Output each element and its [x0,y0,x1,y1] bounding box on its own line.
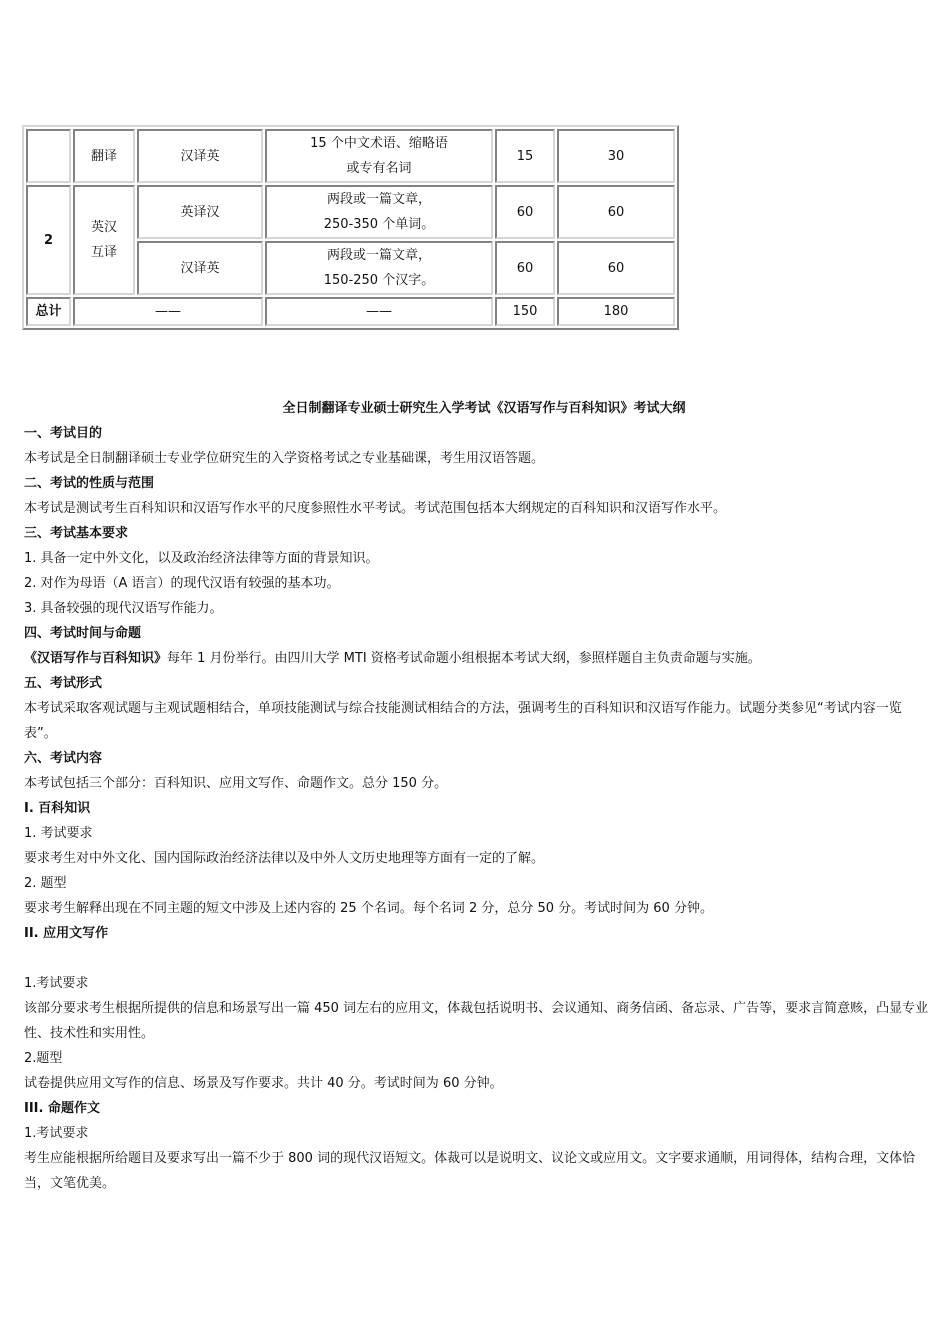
paragraph: 本考试是测试考生百科知识和汉语写作水平的尺度参照性水平考试。考试范围包括本大纲规定的百科知识和汉语写作水平。 [24,501,727,516]
table-cell: 英译汉 [137,185,263,239]
table-cell: —— [265,297,493,326]
table-cell: 汉译英 [137,129,263,183]
table-cell [265,185,493,239]
list-item: 2. 题型 [24,876,67,891]
exam-content-table [22,125,679,330]
table-cell: 180 [557,297,675,326]
table-cell: 150 [495,297,555,326]
section-heading: 六、考试内容 [24,751,103,766]
cell-line: 或专有名词 [346,161,412,176]
section-heading: 四、考试时间与命题 [24,626,142,641]
paragraph: 该部分要求考生根据所提供的信息和场景写出一篇 450 词左右的应用文，体裁包括说明书、会议通知、商务信函、备忘录、广告等，要求言简意赅，凸显专业性、技术性和实用性。 [24,1001,929,1041]
paragraph: 当，文笔优美。 [24,1176,116,1191]
list-item: 3. 具备较强的现代汉语写作能力。 [24,601,223,616]
table-cell: 60 [495,241,555,295]
paragraph: 本考试是全日制翻译硕士专业学位研究生的入学资格考试之专业基础课，考生用汉语答题。 [24,451,545,466]
table-cell: 30 [557,129,675,183]
book-title: 《汉语写作与百科知识》 [24,651,168,666]
table-cell [73,185,135,295]
cell-line: 150-250 个汉字。 [323,273,435,288]
paragraph: 本考试包括三个部分：百科知识、应用文写作、命题作文。总分 150 分。 [24,776,448,791]
table-cell: 60 [495,185,555,239]
table-row [26,129,675,183]
paragraph: 本考试采取客观试题与主观试题相结合，单项技能测试与综合技能测试相结合的方法，强调考生的百科知识和汉语写作能力。试题分类参见“考试内容一览表”。 [24,701,902,741]
part-heading: III. 命题作文 [24,1101,100,1116]
list-item: 1.考试要求 [24,1126,89,1141]
section-heading: 五、考试形式 [24,676,103,691]
table-cell: 60 [557,185,675,239]
paragraph: 考生应能根据所给题目及要求写出一篇不少于 800 词的现代汉语短文。体裁可以是说明文、议论文或应用文。文字要求通顺，用词得体，结构合理，文体恰 [24,1151,916,1166]
part-heading: I. 百科知识 [24,801,91,816]
paragraph [24,646,934,671]
paragraph: 要求考生解释出现在不同主题的短文中涉及上述内容的 25 个名词。每个名词 2 分，总分 50 分。考试时间为 60 分钟。 [24,901,713,916]
table-cell: 15 [495,129,555,183]
section-heading: 二、考试的性质与范围 [24,476,155,491]
cell-line: 两段或一篇文章， [326,248,431,263]
section-heading: 三、考试基本要求 [24,526,129,541]
cell-line: 250-350 个单词。 [323,217,435,232]
cell-line: 15 个中文术语、缩略语 [310,136,448,151]
paragraph: 要求考生对中外文化、国内国际政治经济法律以及中外人文历史地理等方面有一定的了解。 [24,851,545,866]
table-cell: 汉译英 [137,241,263,295]
list-item: 2.题型 [24,1051,63,1066]
syllabus-body [24,396,934,1196]
table-cell [265,129,493,183]
paragraph-text: 每年 1 月份举行。由四川大学 MTI 资格考试命题小组根据本考试大纲，参照样题自主负责命题与实施。 [167,651,761,666]
table-cell: 翻译 [73,129,135,183]
list-item: 2. 对作为母语（A 语言）的现代汉语有较强的基本功。 [24,576,340,591]
table-cell: 总计 [26,297,71,326]
section-heading: 一、考试目的 [24,426,103,441]
table-row-total [26,297,675,326]
table-row [26,185,675,239]
list-item: 1. 考试要求 [24,826,93,841]
cell-line: 互译 [90,245,117,260]
table-cell [265,241,493,295]
table-cell [26,129,71,183]
list-item: 1.考试要求 [24,976,89,991]
cell-line: 两段或一篇文章， [326,192,431,207]
part-heading: II. 应用文写作 [24,926,109,941]
table-cell-group-number: 2 [26,185,71,295]
blank-line [24,946,934,971]
document-title: 全日制翻译专业硕士研究生入学考试《汉语写作与百科知识》考试大纲 [282,401,686,416]
table-cell: —— [73,297,263,326]
cell-line: 英汉 [90,220,117,235]
table-cell: 60 [557,241,675,295]
paragraph: 试卷提供应用文写作的信息、场景及写作要求。共计 40 分。考试时间为 60 分钟。 [24,1076,503,1091]
list-item: 1. 具备一定中外文化，以及政治经济法律等方面的背景知识。 [24,551,379,566]
